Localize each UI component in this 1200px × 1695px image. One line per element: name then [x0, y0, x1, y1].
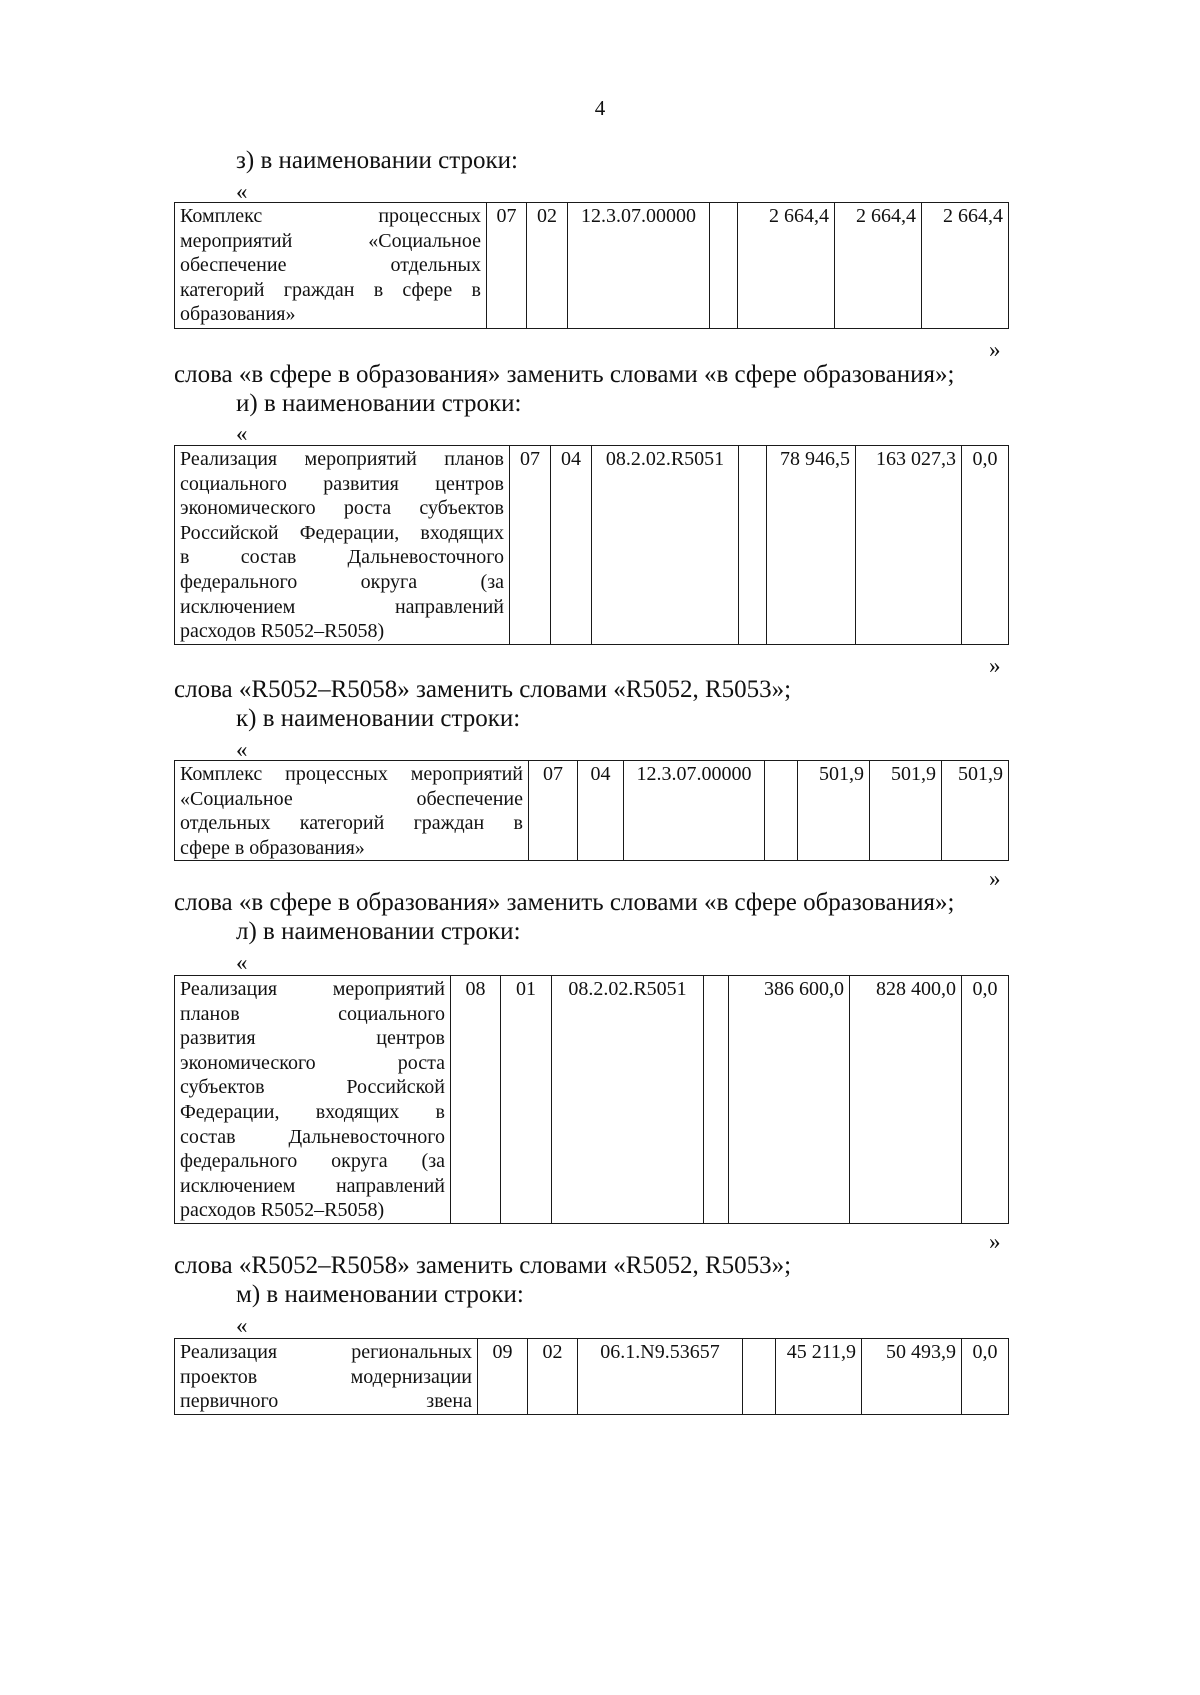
row-name-line: федерального округа (за — [180, 1150, 445, 1173]
row-name-line: в состав Дальневосточного — [180, 546, 504, 569]
section-heading: з) в наименовании строки: — [236, 147, 518, 174]
opening-quote: « — [236, 950, 248, 975]
row-name-line: социального развития центров — [180, 472, 504, 495]
subsection-code-cell: 04 — [578, 761, 624, 861]
expense-type-cell — [765, 761, 798, 861]
value-cell-1: 501,9 — [798, 761, 870, 861]
opening-quote: « — [236, 421, 248, 446]
expense-type-cell — [743, 1339, 776, 1415]
row-name-line: мероприятий «Социальное — [180, 229, 481, 252]
value-cell-3: 2 664,4 — [922, 203, 1009, 329]
table-row — [175, 976, 1009, 1224]
row-name-line: «Социальное обеспечение — [180, 787, 523, 810]
row-name-line: Комплекс процессных — [180, 205, 481, 227]
section-heading: и) в наименовании строки: — [236, 390, 522, 417]
closing-quote: » — [989, 1229, 1001, 1254]
section-code-cell: 07 — [529, 761, 578, 861]
row-name-line: сфере в образования» — [180, 836, 365, 859]
row-name-line: расходов R5052–R5058) — [180, 1199, 385, 1222]
row-name-cell — [175, 446, 510, 645]
table-row — [175, 1339, 1009, 1415]
row-name-line: проектов модернизации — [180, 1365, 472, 1388]
expense-type-cell — [739, 446, 767, 645]
amendment-table — [174, 202, 1009, 329]
row-name-cell — [175, 1339, 478, 1415]
section-code-cell: 08 — [451, 976, 501, 1224]
row-name-cell — [175, 203, 487, 329]
opening-quote: « — [236, 1313, 248, 1338]
table-row — [175, 203, 1009, 329]
row-name-line: исключением направлений — [180, 595, 504, 618]
row-name-line: Российской Федерации, входящих — [180, 521, 504, 544]
target-code-cell: 08.2.02.R5051 — [552, 976, 704, 1224]
subsection-code-cell: 01 — [501, 976, 552, 1224]
row-name-line: Реализация мероприятий планов — [180, 448, 504, 470]
row-name-line: Федерации, входящих в — [180, 1100, 445, 1123]
target-code-cell: 08.2.02.R5051 — [592, 446, 739, 645]
row-name-line: первичного звена — [180, 1390, 472, 1413]
expense-type-cell — [710, 203, 738, 329]
section-heading: м) в наименовании строки: — [236, 1281, 524, 1308]
target-code-cell: 12.3.07.00000 — [624, 761, 765, 861]
row-name-line: федерального округа (за — [180, 570, 504, 593]
section-code-cell: 07 — [510, 446, 551, 645]
amendment-table — [174, 975, 1009, 1224]
row-name-line: планов социального — [180, 1002, 445, 1025]
table-row — [175, 761, 1009, 861]
subsection-code-cell: 04 — [551, 446, 592, 645]
row-name-line: Реализация региональных — [180, 1341, 472, 1363]
row-name-cell — [175, 976, 451, 1224]
subsection-code-cell: 02 — [528, 1339, 578, 1415]
amendment-table — [174, 445, 1009, 645]
value-cell-3: 0,0 — [962, 976, 1009, 1224]
replacement-instruction: слова «R5052–R5058» заменить словами «R5052, R5053»; — [174, 676, 792, 703]
value-cell-1: 45 211,9 — [776, 1339, 862, 1415]
value-cell-1: 2 664,4 — [738, 203, 835, 329]
row-name-line: Реализация мероприятий — [180, 978, 445, 1000]
value-cell-3: 0,0 — [962, 446, 1009, 645]
row-name-line: категорий граждан в сфере в — [180, 278, 481, 301]
section-code-cell: 09 — [478, 1339, 528, 1415]
amendment-table — [174, 1338, 1009, 1415]
section-heading: к) в наименовании строки: — [236, 705, 521, 732]
value-cell-2: 2 664,4 — [835, 203, 922, 329]
row-name-line: образования» — [180, 303, 296, 326]
section-code-cell: 07 — [487, 203, 527, 329]
value-cell-3: 501,9 — [942, 761, 1009, 861]
opening-quote: « — [236, 179, 248, 204]
row-name-line: развития центров — [180, 1027, 445, 1050]
target-code-cell: 12.3.07.00000 — [568, 203, 710, 329]
row-name-line: отдельных категорий граждан в — [180, 812, 523, 835]
target-code-cell: 06.1.N9.53657 — [578, 1339, 743, 1415]
closing-quote: » — [989, 653, 1001, 678]
row-name-line: экономического роста субъектов — [180, 497, 504, 520]
row-name-line: состав Дальневосточного — [180, 1125, 445, 1148]
value-cell-2: 828 400,0 — [850, 976, 962, 1224]
expense-type-cell — [704, 976, 729, 1224]
table-row — [175, 446, 1009, 645]
amendment-table — [174, 760, 1009, 861]
value-cell-2: 163 027,3 — [856, 446, 962, 645]
value-cell-1: 386 600,0 — [729, 976, 850, 1224]
value-cell-2: 50 493,9 — [862, 1339, 962, 1415]
row-name-line: экономического роста — [180, 1051, 445, 1074]
page-number: 4 — [594, 96, 606, 120]
opening-quote: « — [236, 737, 248, 762]
row-name-line: обеспечение отдельных — [180, 254, 481, 277]
row-name-line: Комплекс процессных мероприятий — [180, 763, 523, 785]
value-cell-3: 0,0 — [962, 1339, 1009, 1415]
closing-quote: » — [989, 866, 1001, 891]
replacement-instruction: слова «в сфере в образования» заменить словами «в сфере образования»; — [174, 361, 955, 388]
value-cell-1: 78 946,5 — [767, 446, 856, 645]
row-name-line: расходов R5052–R5058) — [180, 620, 385, 643]
replacement-instruction: слова «R5052–R5058» заменить словами «R5052, R5053»; — [174, 1252, 792, 1279]
section-heading: л) в наименовании строки: — [236, 918, 521, 945]
row-name-line: субъектов Российской — [180, 1076, 445, 1099]
row-name-line: исключением направлений — [180, 1174, 445, 1197]
closing-quote: » — [989, 337, 1001, 362]
value-cell-2: 501,9 — [870, 761, 942, 861]
row-name-cell — [175, 761, 529, 861]
replacement-instruction: слова «в сфере в образования» заменить словами «в сфере образования»; — [174, 889, 955, 916]
subsection-code-cell: 02 — [527, 203, 568, 329]
